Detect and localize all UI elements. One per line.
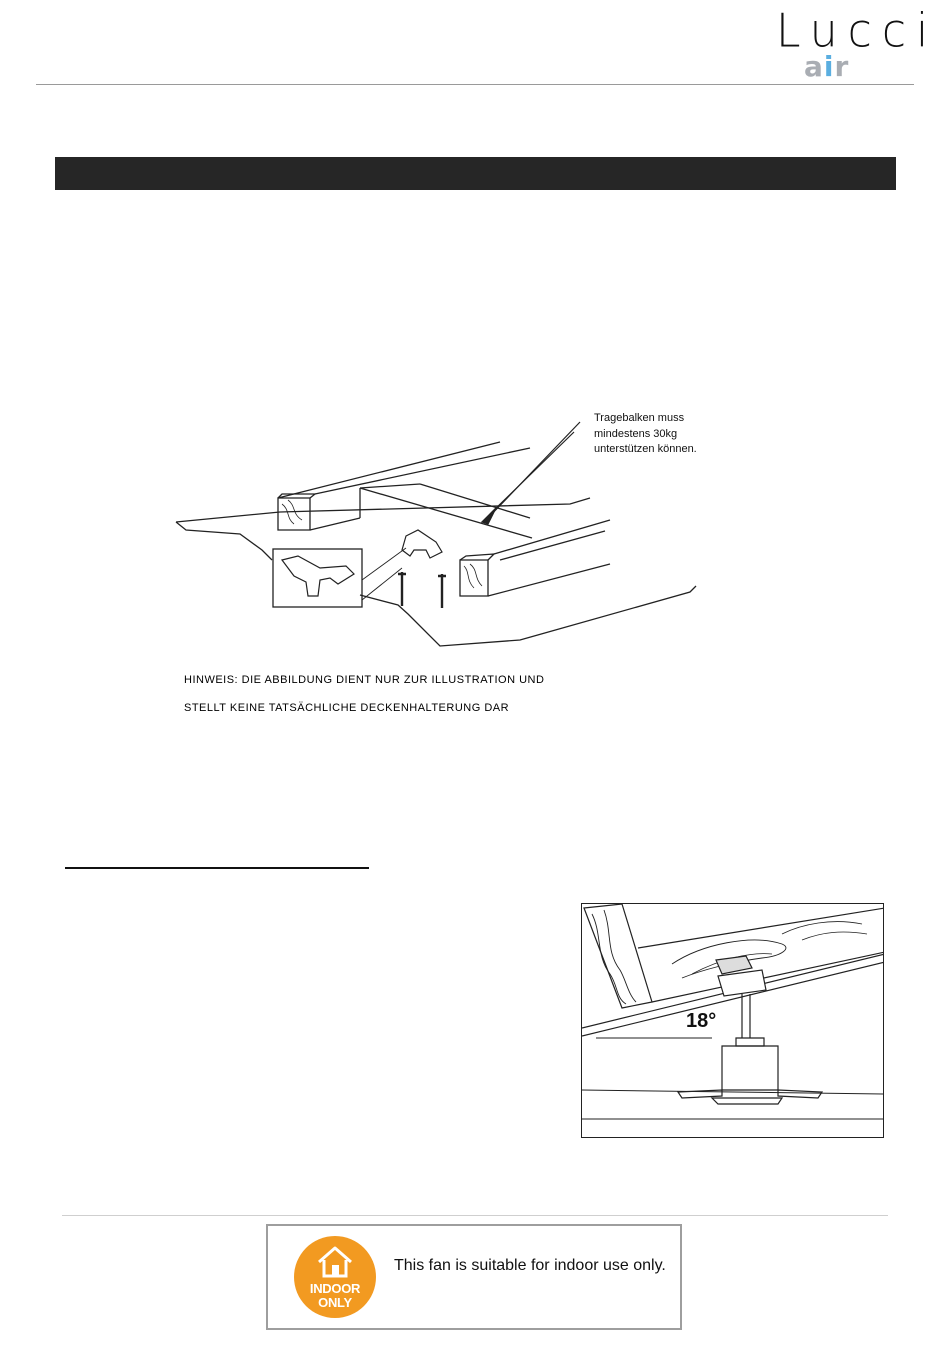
- subheading-underline: [65, 867, 369, 869]
- illustration-note-line: HINWEIS: DIE ABBILDUNG DIENT NUR ZUR ILLUSTRATION UND: [184, 674, 545, 686]
- callout-line: Tragebalken muss: [594, 412, 685, 424]
- indoor-use-notice: This fan is suitable for indoor use only.: [394, 1257, 666, 1274]
- brand-sub: air: [804, 50, 850, 83]
- footer-divider: [62, 1215, 888, 1216]
- header-divider: [36, 84, 914, 85]
- section-heading-bar: [55, 157, 896, 190]
- house-icon: [317, 1246, 353, 1278]
- illustration-note-line: STELLT KEINE TATSÄCHLICHE DECKENHALTERUNG DAR: [184, 702, 510, 714]
- brand-logo: [770, 4, 939, 83]
- callout-line: unterstützen können.: [594, 443, 697, 455]
- badge-line: ONLY: [318, 1295, 352, 1310]
- slope-angle-label: 18°: [686, 1010, 717, 1032]
- badge-line: INDOOR: [309, 1281, 361, 1296]
- beam-load-callout: [594, 411, 697, 458]
- brand-name: Lucci: [776, 4, 939, 59]
- callout-line: mindestens 30kg: [594, 427, 678, 440]
- indoor-only-badge: [294, 1236, 376, 1318]
- sloped-ceiling-illustration: [581, 903, 884, 1138]
